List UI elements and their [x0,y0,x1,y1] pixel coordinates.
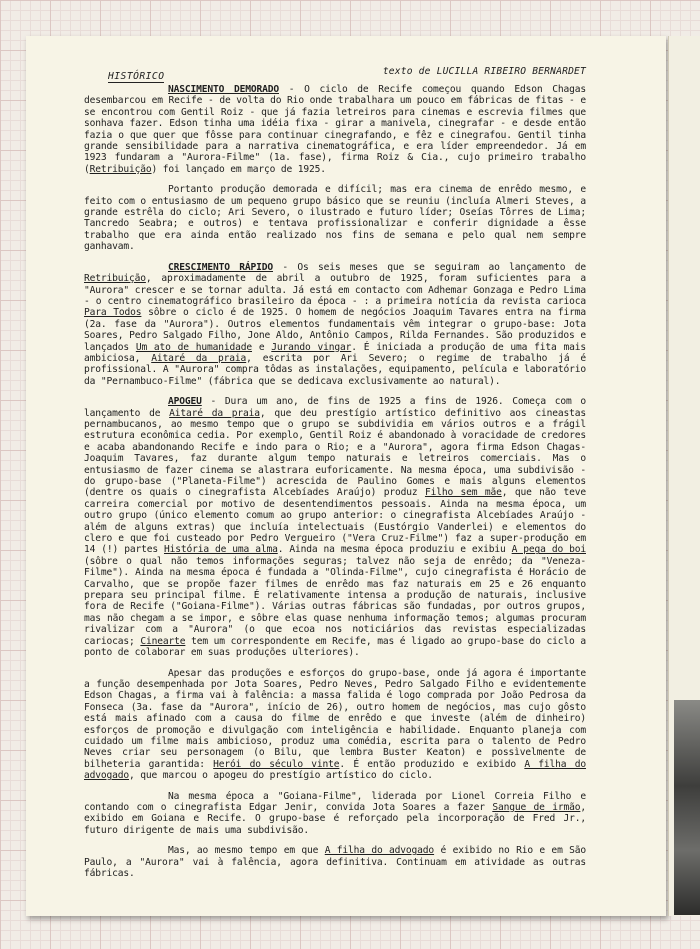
film-title: A filha do advogado [84,758,587,782]
film-title: Filho sem mãe [424,487,502,499]
text-run: tem um correspondente em Recife, mas é ligado ao grupo-base do ciclo a ponto de colaborar em suas produções ulteriores). [84,635,586,659]
text-run: , exibido em Goiana e Recife. O grupo-base é reforçado pela incorporação de Fred Jr., futuro dirigente de mais uma subdivisão. [84,801,586,836]
paragraph [84,791,586,837]
text-run: Na mesma época a "Goiana-Filme", liderada por Lionel Correia Filho e contando com o cinegrafista Edgar Jenir, convida Jota Soares a fazer [84,790,586,813]
text-run: , que marcou o apogeu do prestígio artístico do ciclo. [129,770,433,782]
paragraph [84,184,586,252]
section-heading: NASCIMENTO DEMORADO [168,84,279,95]
paragraph [84,84,586,175]
text-run: , aproximadamente de abril a outubro de 1925, foram suficientes para a "Aurora" crescer e se tornar adulta. Já está em contacto com Adhemar Gonzaga e Pedro Lima - o centro cinematográfico brasileiro da época - : a primeira notícia da revista carioca [84,273,586,307]
film-title: Aitaré da praia [151,352,247,364]
film-title: Sangue de irmão [492,801,581,813]
text-run: . Ainda na mesma época produziu e exibiu [277,544,512,556]
text-run: e [252,341,272,353]
text-run: é exibido no Rio e em São Paulo, a "Aurora" vai à falência, agora definitiva. Continuam em atividade as outras fábricas. [84,845,586,879]
photograph-fragment [674,700,700,915]
text-run: ) foi lançado em março de 1925. [151,163,326,175]
film-title: Um ato de humanidade [135,341,252,353]
text-run: sôbre o ciclo é de 1925. O homem de negócios Joaquim Tavares entra na firma (2a. fase da "Aurora"). Outros elementos fundamentais vêm integrar o grupo-base: Jota Soares, Pedro Salgado Filho, Jone Aldo, Antônio Campos, Rilda Fernandes. São produzidos e lançados [84,307,586,353]
text-run: - O ciclo de Recife começou quando Edson Chagas desembarcou em Recife - de volta do Rio onde trabalhara um pouco em fábricas de fitas - e se encontrou com Gentil Roiz - que já fazia letreiros para cinemas e escrevia filmes que sonhava fazer. Edson tinha uma idéia fixa - girar a manivela, cinegrafar - e desde então fazia o que quer que fôsse para continuar cinegrafando, e fêz e cinegrafou. Gentil tinha grande sensibilidade para a narrativa cinematográfica, e era líder empreendedor. Já em 1923 fundaram a "Aurora-Filme" (1a. fase), firma Roiz & Cia., cujo primeiro trabalho ( [84,84,586,175]
text-run: , que não teve carreira comercial por motivo de desentendimentos pessoais. Ainda na mesma época, um outro grupo (único elemento comum ao grupo anterior: o cinegrafista Alcebíades Araújo - além de alguns extras) que incluía intelectuais (Eustórgio Vanderlei) e elementos do clero e que foi custeado por Pedro Vergueiro ("Vera Cruz-Filme") faz a super-produção em 14 (!) partes [84,487,587,556]
section-heading: APOGEU [168,396,202,408]
film-title: Cinearte [140,635,186,647]
section-label: HISTÓRICO [108,71,165,82]
paragraph [84,262,586,387]
text-run: - Dura um ano, de fins de 1925 a fins de 1926. Começa com o lançamento de [84,396,586,419]
paragraph [84,668,586,782]
article-body [84,84,586,879]
article [84,66,586,888]
film-title: Para Todos [84,307,142,319]
text-run: - Os seis meses que se seguiram ao lançamento de [273,261,586,273]
text-run: (sôbre o qual não temos informações seguras; talvez não seja de enrêdo; da "Veneza-Filme"). Ainda na mesma época é fundada a "Olinda-Filme", cujo cinegrafista é Horácio de Carvalho, que se propõe fazer filmes de enrêdo mas faz naturais em 25 e 26 enquanto prepara seu principal filme. É relativamente intensa a produção de naturais, inclusive fora de Recife ("Goiana-Filme"). Várias outras fábricas são fundadas, por outros grupos, mas não chegam a se impor, e sôbre elas quase nenhuma informação temos; algumas procuram rivalizar com a "Aurora" (o que ecoa nos noticiários das revistas especializadas cariocas; [84,555,586,647]
film-title: A pega do boi [511,544,586,556]
film-title: Aitaré da praia [169,407,260,419]
text-run: , que deu prestígio artístico definitivo aos cineastas pernambucanos, ao mesmo tempo que o grupo se subdividia em vários outros e a frágil estrutura econômica cedia. Por exemplo, Gentil Roiz é abandonado à voracidade de credores e acaba abandonando Recife e indo para o Rio; e a "Aurora", agora firma Edson Chagas-Joaquim Tavares, faz durante algum tempo naturais e letreiros comerciais. Mas o entusiasmo de fazer cinema se alastrara euforicamente. Na mesma época, uma subdivisão - do grupo-base ("Planeta-Filme") acrescida de Paulino Gomes e mais alguns elementos (dentre os quais o cinegrafista Alcebíades Araújo) produz [84,407,586,499]
text-run: Apesar das produções e esforços do grupo-base, onde já agora é importante a função desempenhada por Jota Soares, Pedro Neves, Pedro Salgado Filho e evidentemente Edson Chagas, a firma vai à falência: a massa falida é logo comprada por João Pedrosa da Fonseca (3a. fase da "Aurora", início de 26), outro homem de negócios, mas cujo gôsto está mais afinado com a causa do filme de enrêdo e que investe (além de dinheiro) esforços de promoção e divulgação com inteligência e habilidade. Enquanto planeja com cuidado um filme mais ambicioso, produz uma comédia, escrita para o talento de Pedro Neves criar seu personagem (o Bilu, que lembra Buster Keaton) e possìvelmente de bilheteria garantida: [84,667,586,770]
film-title: História de uma alma [163,544,278,556]
film-title: Herói do século vinte [213,758,340,770]
film-title: Retribuição [84,273,146,285]
author-credit: texto de LUCILLA RIBEIRO BERNARDET [382,66,586,77]
text-run: . É então produzido e exibido [339,758,525,770]
paragraph [84,396,586,658]
film-title: Jurando vingar [271,341,352,353]
text-run: , escrita por Ari Severo; o regime de trabalho já é profissional. A "Aurora" compra tôdas as instalações, equipamento, película e laboratório da "Pernambuco-Filme" (fábrica que se dedicava exclusivamente ao natural). [84,352,587,387]
text-run: . É iniciada a produção de uma fita mais ambiciosa, [84,341,586,364]
text-run: Mas, ao mesmo tempo em que [168,845,325,857]
film-title: Retribuição [89,163,152,175]
film-title: A filha do advogado [324,845,435,857]
page-header [84,66,586,82]
section-heading: CRESCIMENTO RÁPIDO [168,261,273,273]
text-run: Portanto produção demorada e difícil; mas era cinema de enrêdo mesmo, e feito com o entusiasmo de um pequeno grupo básico que se reuniu (incluía Almeri Steves, a grande estrêla do ciclo; Ari Severo, o ilustrado e futuro líder; Oseías Tôrres de Lima; Tancredo Seabra; e outros) e tentava profissionalizar e conferir dignidade a êsse trabalho que era ainda então realizado nos fins de semana e pelo qual nem sempre ganhavam. [84,184,586,253]
paragraph [84,845,586,879]
